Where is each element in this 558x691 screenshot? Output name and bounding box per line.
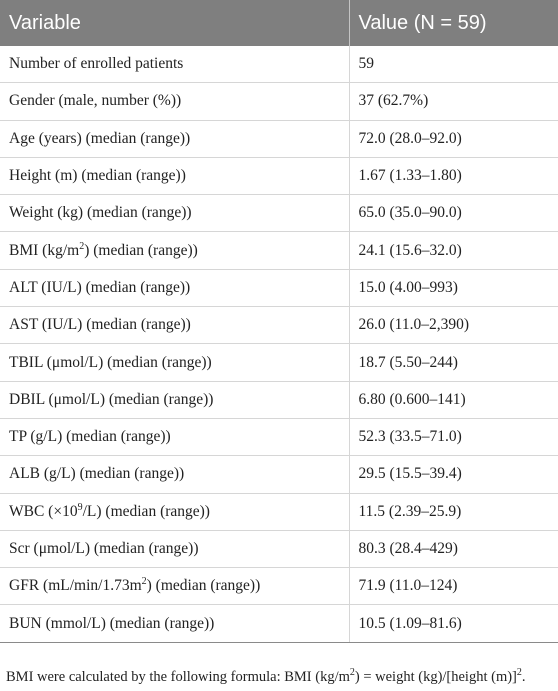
value-cell: 6.80 (0.600–141) [349,381,558,418]
superscript: 2 [349,667,355,679]
value-cell: 24.1 (15.6–32.0) [349,232,558,269]
text-segment: AST (IU/L) (median (range)) [9,316,191,334]
table-row [0,344,558,381]
text-segment: BMI (kg/m [9,241,80,259]
variable-cell [0,605,349,642]
text-segment: Gender (male, number (%)) [9,92,182,110]
table-row [0,418,558,455]
text-segment: DBIL (μmol/L) (median (range)) [9,390,214,408]
text-segment: Height (m) (median (range)) [9,167,186,185]
variable-cell [0,530,349,567]
superscript: 2 [516,667,522,679]
text-segment: ALT (IU/L) (median (range)) [9,278,191,296]
value-cell: 11.5 (2.39–25.9) [349,493,558,530]
text-segment: . [521,669,526,685]
superscript: 2 [141,576,147,588]
text-segment: BMI were calculated by the following formula: BMI (kg/m [6,669,350,685]
value-cell: 1.67 (1.33–1.80) [349,157,558,194]
superscript: 2 [79,240,85,252]
text-segment: ) = weight (kg)/[height (m)] [354,669,517,685]
table-row [0,493,558,530]
table-row [0,605,558,642]
variable-cell [0,568,349,605]
value-cell: 52.3 (33.5–71.0) [349,418,558,455]
table-row [0,456,558,493]
value-cell: 65.0 (35.0–90.0) [349,195,558,232]
text-segment: Scr (μmol/L) (median (range)) [9,540,199,557]
value-cell: 72.0 (28.0–92.0) [349,120,558,157]
header-value: Value (N = 59) [349,0,558,46]
table-footnote [6,669,526,686]
text-segment: WBC (×10 [9,502,78,520]
variable-cell [0,456,349,493]
table-row [0,195,558,232]
text-segment: Age (years) (median (range)) [9,129,191,147]
value-cell: 80.3 (28.4–429) [349,530,558,567]
table-row [0,157,558,194]
variable-cell [0,381,349,418]
value-cell: 29.5 (15.5–39.4) [349,456,558,493]
value-cell: 26.0 (11.0–2,390) [349,307,558,344]
table-row [0,120,558,157]
text-segment: Weight (kg) (median (range)) [9,204,192,222]
variable-cell [0,269,349,306]
table-row [0,46,558,83]
table-row [0,307,558,344]
table-header-row [0,0,558,46]
variable-cell [0,307,349,344]
text-segment: TP (g/L) (median (range)) [9,428,171,446]
header-variable: Variable [0,0,349,46]
table-row [0,83,558,120]
table-row [0,269,558,306]
variable-cell [0,493,349,530]
text-segment: TBIL (μmol/L) (median (range)) [9,353,212,371]
variable-cell [0,232,349,269]
value-cell: 15.0 (4.00–993) [349,269,558,306]
text-segment: Number of enrolled patients [9,55,184,73]
text-segment: ) (median (range)) [84,241,198,259]
variable-cell [0,418,349,455]
value-cell: 18.7 (5.50–244) [349,344,558,381]
text-segment: /L) (median (range)) [82,502,210,520]
text-segment: GFR (mL/min/1.73m [9,577,142,595]
value-cell: 71.9 (11.0–124) [349,568,558,605]
variable-cell [0,157,349,194]
variable-cell [0,120,349,157]
value-cell: 59 [349,46,558,83]
superscript: 9 [77,501,83,513]
value-cell: 37 (62.7%) [349,83,558,120]
value-cell: 10.5 (1.09–81.6) [349,605,558,642]
table-row [0,232,558,269]
variable-cell [0,195,349,232]
text-segment: ALB (g/L) (median (range)) [9,465,185,483]
variable-cell [0,46,349,83]
table-row [0,381,558,418]
table-row [0,568,558,605]
table-row [0,530,558,567]
variable-cell [0,83,349,120]
text-segment: BUN (mmol/L) (median (range)) [9,614,215,632]
text-segment: ) (median (range)) [146,577,261,595]
variable-cell [0,344,349,381]
